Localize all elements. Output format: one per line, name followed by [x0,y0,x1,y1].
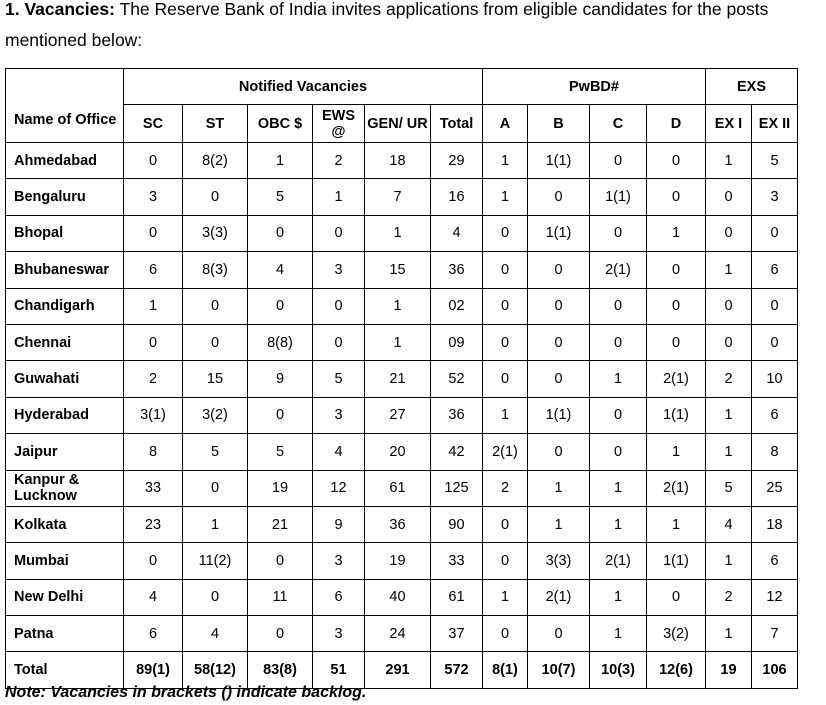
vacancy-cell: 1 [706,397,752,433]
vacancy-cell: 61 [365,470,431,506]
vacancy-cell: 90 [431,506,483,542]
header-group-row [6,69,798,105]
vacancy-cell: 10 [752,361,798,397]
vacancy-cell: 02 [431,288,483,324]
vacancy-cell: 29 [431,143,483,179]
vacancy-cell: 1 [528,470,590,506]
office-column-header: Name of Office [6,69,124,143]
vacancy-cell: 1 [483,579,528,615]
office-name: Jaipur [6,434,124,470]
office-name: Hyderabad [6,397,124,433]
total-label: Total [6,652,124,688]
vacancy-cell: 33 [124,470,183,506]
vacancy-cell: 0 [752,288,798,324]
vacancy-cell: 0 [124,543,183,579]
vacancy-cell: 0 [483,506,528,542]
vacancy-cell: 1 [124,288,183,324]
column-header: EWS @ [313,105,365,143]
vacancy-cell: 2(1) [590,252,647,288]
vacancy-cell: 0 [483,361,528,397]
total-cell: 19 [706,652,752,688]
total-cell: 51 [313,652,365,688]
vacancy-cell: 1 [590,470,647,506]
vacancy-cell: 2 [483,470,528,506]
vacancy-cell: 0 [528,361,590,397]
vacancy-cell: 0 [752,324,798,360]
vacancy-cell: 3 [313,616,365,652]
column-header: ST [183,105,248,143]
total-cell: 58(12) [183,652,248,688]
vacancy-cell: 1 [483,179,528,215]
total-cell: 106 [752,652,798,688]
vacancy-cell: 25 [752,470,798,506]
vacancy-cell: 1 [706,434,752,470]
vacancy-cell: 3(1) [124,397,183,433]
total-cell: 291 [365,652,431,688]
vacancy-cell: 125 [431,470,483,506]
vacancy-cell: 3(2) [647,616,706,652]
vacancy-cell: 36 [431,252,483,288]
vacancy-cell: 24 [365,616,431,652]
intro-text: The Reserve Bank of India invites applications from eligible candidates for the posts mentioned below: [5,0,769,50]
office-name: Kolkata [6,506,124,542]
vacancy-cell: 09 [431,324,483,360]
vacancy-cell: 0 [590,324,647,360]
vacancy-cell: 6 [124,252,183,288]
vacancy-cell: 1 [528,506,590,542]
vacancy-cell: 40 [365,579,431,615]
vacancy-cell: 0 [647,288,706,324]
office-name: Bhopal [6,215,124,251]
office-name: Ahmedabad [6,143,124,179]
vacancy-cell: 61 [431,579,483,615]
vacancy-cell: 0 [647,324,706,360]
vacancy-cell: 0 [124,324,183,360]
vacancy-cell: 0 [706,288,752,324]
total-cell: 83(8) [248,652,313,688]
vacancy-cell: 0 [528,252,590,288]
office-name: Bhubaneswar [6,252,124,288]
vacancy-cell: 5 [313,361,365,397]
vacancy-cell: 1 [590,506,647,542]
vacancy-cell: 5 [248,434,313,470]
total-cell: 10(7) [528,652,590,688]
vacancy-cell: 23 [124,506,183,542]
vacancy-cell: 1 [706,616,752,652]
vacancy-cell: 0 [248,616,313,652]
vacancy-cell: 37 [431,616,483,652]
vacancy-cell: 3(3) [183,215,248,251]
vacancy-cell: 1 [483,143,528,179]
vacancy-cell: 0 [483,616,528,652]
vacancy-cell: 1 [647,215,706,251]
vacancies-table-body [6,143,798,689]
vacancy-cell: 20 [365,434,431,470]
exs-header: EXS [706,69,798,105]
vacancy-cell: 21 [365,361,431,397]
vacancy-cell: 36 [365,506,431,542]
table-row [6,579,798,615]
vacancy-cell: 0 [248,288,313,324]
column-header: D [647,105,706,143]
column-header: EX II [752,105,798,143]
vacancy-cell: 5 [706,470,752,506]
vacancy-cell: 2(1) [590,543,647,579]
vacancy-cell: 1 [248,143,313,179]
table-row [6,143,798,179]
table-row [6,324,798,360]
column-header: SC [124,105,183,143]
vacancy-cell: 0 [647,179,706,215]
office-name: Kanpur & Lucknow [6,470,124,506]
vacancy-cell: 8 [124,434,183,470]
vacancy-cell: 0 [313,288,365,324]
vacancy-cell: 0 [706,324,752,360]
vacancy-cell: 3 [313,543,365,579]
vacancy-cell: 3 [313,397,365,433]
vacancy-cell: 0 [248,397,313,433]
vacancy-cell: 4 [313,434,365,470]
intro-paragraph [5,0,820,56]
vacancy-cell: 3(3) [528,543,590,579]
table-row [6,397,798,433]
pwbd-header: PwBD# [483,69,706,105]
table-row [6,506,798,542]
vacancy-cell: 15 [365,252,431,288]
office-name: Mumbai [6,543,124,579]
vacancy-cell: 0 [528,288,590,324]
vacancy-cell: 3 [124,179,183,215]
vacancy-cell: 8 [752,434,798,470]
vacancy-cell: 1 [183,506,248,542]
vacancy-cell: 1 [647,434,706,470]
vacancy-cell: 1(1) [528,397,590,433]
vacancy-cell: 52 [431,361,483,397]
vacancy-cell: 0 [248,543,313,579]
vacancy-cell: 4 [183,616,248,652]
vacancy-cell: 0 [183,288,248,324]
vacancy-cell: 4 [706,506,752,542]
vacancy-cell: 6 [752,543,798,579]
vacancy-cell: 0 [590,397,647,433]
vacancy-cell: 0 [706,215,752,251]
vacancy-cell: 9 [313,506,365,542]
vacancy-cell: 16 [431,179,483,215]
vacancy-cell: 0 [528,434,590,470]
vacancy-cell: 2(1) [647,470,706,506]
column-header: Total [431,105,483,143]
total-row [6,652,798,688]
vacancy-cell: 0 [528,179,590,215]
vacancy-cell: 6 [752,397,798,433]
column-header: OBC $ [248,105,313,143]
vacancy-cell: 3 [752,179,798,215]
vacancy-cell: 3 [313,252,365,288]
column-header: EX I [706,105,752,143]
backlog-note: Note: Vacancies in brackets () indicate backlog. [5,684,367,701]
vacancy-cell: 8(3) [183,252,248,288]
vacancy-cell: 8(8) [248,324,313,360]
vacancy-cell: 6 [752,252,798,288]
vacancy-cell: 0 [590,288,647,324]
vacancy-cell: 6 [124,616,183,652]
vacancy-cell: 0 [528,324,590,360]
office-name: Guwahati [6,361,124,397]
table-row [6,288,798,324]
vacancy-cell: 1(1) [647,397,706,433]
vacancy-cell: 12 [313,470,365,506]
vacancy-cell: 4 [248,252,313,288]
notified-vacancies-header: Notified Vacancies [124,69,483,105]
vacancy-cell: 0 [183,324,248,360]
total-cell: 8(1) [483,652,528,688]
vacancy-cell: 0 [124,215,183,251]
vacancy-cell: 6 [313,579,365,615]
column-header: A [483,105,528,143]
vacancy-cell: 0 [528,616,590,652]
vacancy-cell: 0 [647,143,706,179]
vacancy-cell: 21 [248,506,313,542]
table-row [6,470,798,506]
table-row [6,215,798,251]
vacancy-cell: 2(1) [647,361,706,397]
vacancy-cell: 36 [431,397,483,433]
column-header: C [590,105,647,143]
vacancy-cell: 1 [647,506,706,542]
vacancy-cell: 1(1) [528,143,590,179]
vacancy-cell: 2 [706,361,752,397]
vacancy-cell: 4 [124,579,183,615]
vacancy-cell: 8(2) [183,143,248,179]
vacancy-cell: 0 [647,252,706,288]
office-name: Chennai [6,324,124,360]
table-row [6,616,798,652]
vacancy-cell: 0 [313,215,365,251]
vacancy-cell: 1(1) [528,215,590,251]
total-cell: 12(6) [647,652,706,688]
header-column-row [6,105,798,143]
vacancy-cell: 1(1) [590,179,647,215]
vacancy-cell: 1 [706,543,752,579]
vacancy-cell: 0 [183,470,248,506]
table-row [6,361,798,397]
vacancy-cell: 11(2) [183,543,248,579]
vacancy-cell: 1 [590,361,647,397]
vacancy-cell: 0 [183,579,248,615]
vacancy-cell: 27 [365,397,431,433]
vacancy-cell: 4 [431,215,483,251]
table-row [6,543,798,579]
vacancy-cell: 7 [365,179,431,215]
vacancy-cell: 5 [752,143,798,179]
vacancy-cell: 12 [752,579,798,615]
vacancy-cell: 0 [483,324,528,360]
vacancy-cell: 0 [706,179,752,215]
intro-number: 1. Vacancies: [5,0,115,19]
office-name: Bengaluru [6,179,124,215]
table-row [6,179,798,215]
vacancies-table [5,68,798,689]
vacancy-cell: 19 [365,543,431,579]
vacancy-cell: 1 [365,324,431,360]
vacancy-cell: 0 [647,579,706,615]
vacancy-cell: 0 [183,179,248,215]
vacancy-cell: 0 [248,215,313,251]
vacancy-cell: 0 [313,324,365,360]
vacancy-cell: 0 [590,434,647,470]
vacancy-cell: 0 [483,252,528,288]
vacancy-cell: 42 [431,434,483,470]
vacancy-cell: 2 [313,143,365,179]
vacancy-cell: 1 [706,143,752,179]
vacancy-cell: 1 [590,616,647,652]
vacancy-cell: 7 [752,616,798,652]
column-header: B [528,105,590,143]
column-header: GEN/ UR [365,105,431,143]
vacancy-cell: 0 [483,543,528,579]
total-cell: 10(3) [590,652,647,688]
vacancy-cell: 0 [590,215,647,251]
vacancy-cell: 2(1) [483,434,528,470]
vacancy-cell: 11 [248,579,313,615]
office-name: Chandigarh [6,288,124,324]
vacancy-cell: 0 [124,143,183,179]
vacancy-cell: 2(1) [528,579,590,615]
office-name: New Delhi [6,579,124,615]
vacancy-cell: 18 [365,143,431,179]
vacancy-cell: 1 [590,579,647,615]
vacancy-cell: 0 [752,215,798,251]
vacancy-cell: 0 [483,288,528,324]
vacancy-cell: 1(1) [647,543,706,579]
vacancy-cell: 0 [590,143,647,179]
vacancy-cell: 2 [124,361,183,397]
vacancy-cell: 0 [483,215,528,251]
vacancy-cell: 18 [752,506,798,542]
vacancy-cell: 1 [313,179,365,215]
vacancy-cell: 15 [183,361,248,397]
vacancy-cell: 2 [706,579,752,615]
vacancy-cell: 1 [365,288,431,324]
vacancy-cell: 3(2) [183,397,248,433]
total-cell: 89(1) [124,652,183,688]
table-row [6,252,798,288]
vacancy-cell: 19 [248,470,313,506]
vacancy-cell: 5 [248,179,313,215]
vacancy-cell: 1 [706,252,752,288]
table-row [6,434,798,470]
total-cell: 572 [431,652,483,688]
vacancy-cell: 5 [183,434,248,470]
vacancy-cell: 33 [431,543,483,579]
vacancy-cell: 1 [483,397,528,433]
vacancy-cell: 1 [365,215,431,251]
office-name: Patna [6,616,124,652]
vacancy-cell: 9 [248,361,313,397]
